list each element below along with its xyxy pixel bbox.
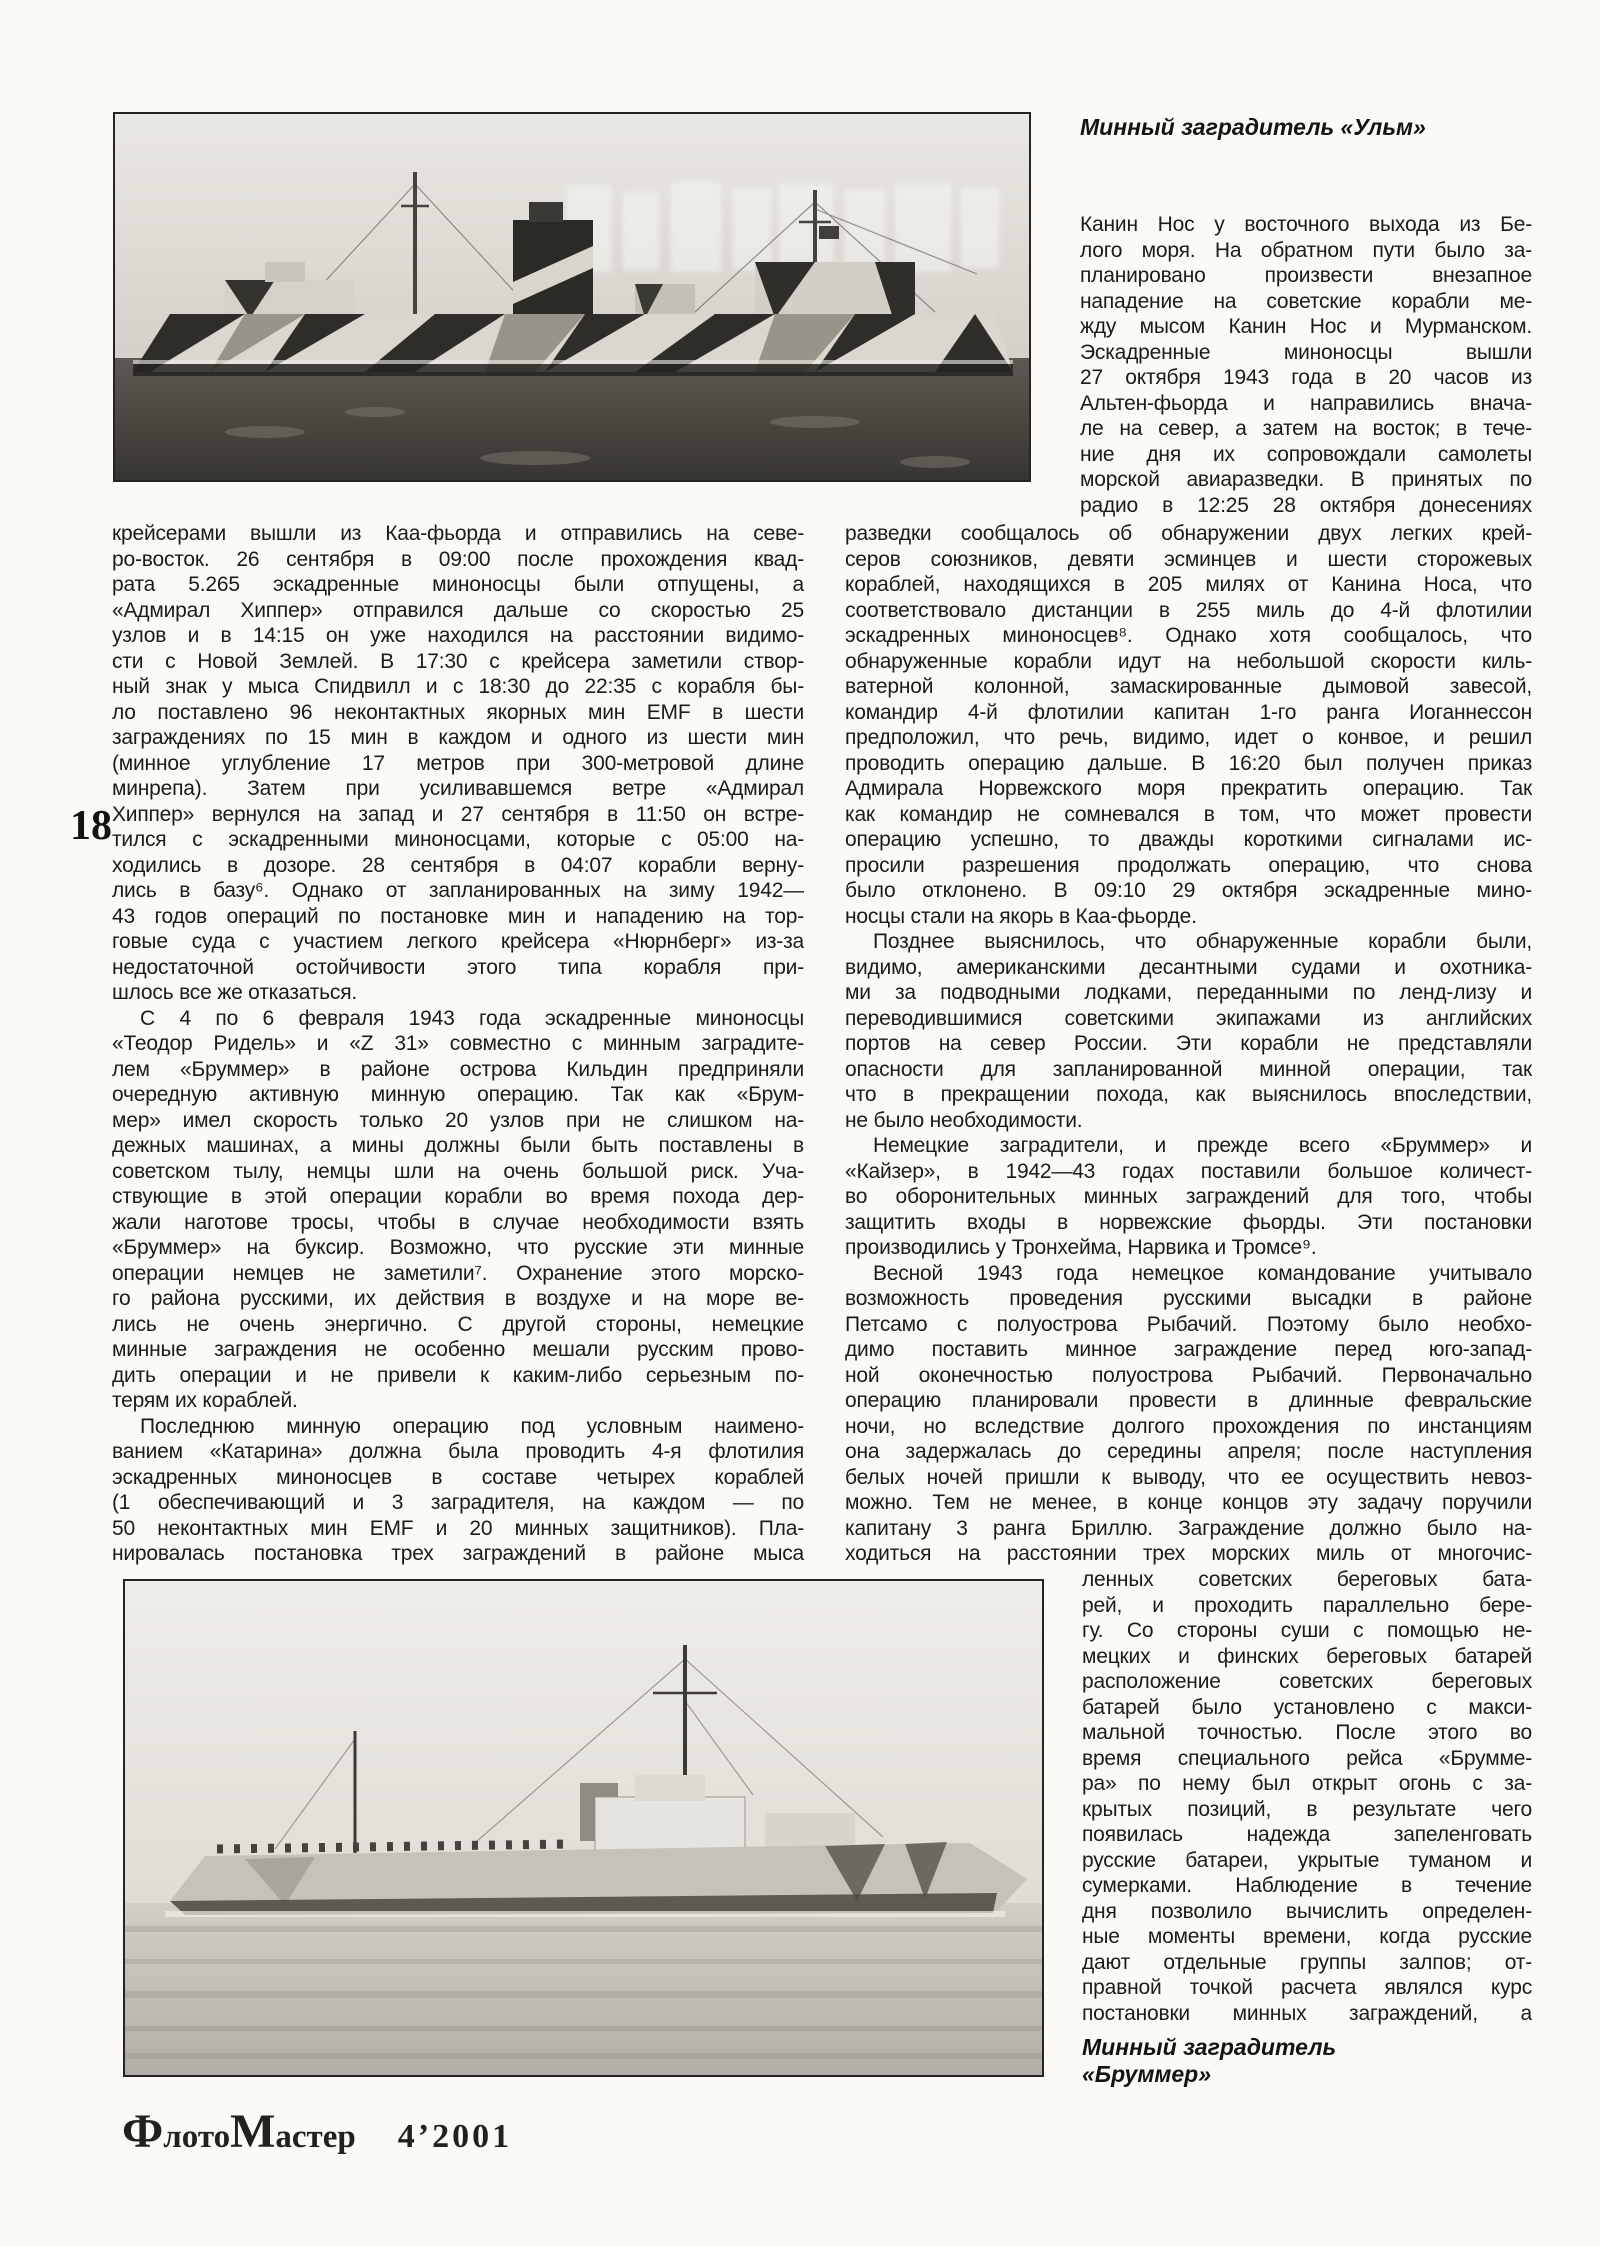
text-line: лем «Бруммер» в районе острова Кильдин предприняли [112,1057,804,1081]
text-line: заграждениях по 15 мин в каждом и одного из шести мин [112,726,804,749]
text-line: сумерками. Наблюдение в течение [1082,1874,1532,1897]
brummer-photo-illustration [125,1581,1042,2075]
text-line: обнаруженные корабли идут на небольшой скорости киль- [845,649,1532,673]
text-line: планировано произвести внезапное [1080,264,1532,287]
text-line: возможность проведения русскими высадки в районе [845,1287,1532,1310]
text-line: Альтен-фьорда и направились внача- [1080,391,1532,415]
text-line: рей, и проходить параллельно бере- [1082,1593,1532,1617]
text-line: Немецкие заградители, и прежде всего «Бруммер» и [873,1134,1532,1157]
text-line: соответствовало дистанции в 255 миль до 4-й флотилии [845,598,1532,622]
text-line: батарей было установлено с макси- [1082,1695,1532,1719]
text-line: жали наготове тросы, чтобы в случае необходимости взять [112,1210,804,1234]
photo-caption-brummer-line2: «Бруммер» [1082,2061,1211,2087]
text-line: лись в базу⁶. Однако от запланированных на зиму 1942— [112,879,804,902]
text-line: минрепа). Затем при усиливавшемся ветре «Адмирал [112,777,804,800]
footer-dropcap-f: Ф [122,2105,164,2158]
text-line: что в прекращении похода, как выяснилось впоследствии, [845,1083,1532,1106]
text-line: дежных машинах, а мины должны были быть поставлены в [112,1134,804,1157]
text-line: говые суда с участием легкого крейсера «Нюрнберг» из-за [112,930,804,953]
paragraph [112,1414,804,1567]
ulm-photo-illustration [115,114,1029,480]
text-line: (1 обеспечивающий и 3 заградителя, на каждом — по [112,1491,804,1514]
text-line: нировалась постановка трех заграждений в районе мыса [112,1542,804,1565]
text-line: мецких и финских береговых батарей [1082,1644,1532,1668]
text-line: крытых позиций, в результате чего [1082,1797,1532,1821]
text-line: ло поставлено 96 неконтактных якорных мин EMF в шести [112,700,804,724]
text-line: нападение на советские корабли ме- [1080,289,1532,313]
text-line: рата 5.265 эскадренные миноносцы были отпущены, а [112,573,804,596]
text-line: Хиппер» вернулся на запад и 27 сентября в 11:50 он встре- [112,802,804,826]
text-line: сти с Новой Землей. В 17:30 с крейсера заметили створ- [112,649,804,673]
text-line: морской авиаразведки. В принятых по [1080,468,1532,491]
paragraph [112,1006,804,1414]
text-line: защитить входы в норвежские фьорды. Эти постановки [845,1210,1532,1234]
text-line: ми за подводными лодками, переданными по ленд-лизу и [845,981,1532,1004]
text-line: 43 годов операций по постановке мин и нападению на тор- [112,904,804,928]
text-line: эскадренных миноносцев⁸. Однако хотя сообщалось, что [845,624,1532,647]
text-line: носцы стали на якорь в Каа-фьорде. [845,904,1197,928]
text-line: просили разрешения продолжать операцию, что снова [845,853,1532,877]
text-line: переводившимися советскими экипажами из английских [845,1006,1532,1030]
text-line: капитану 3 ранга Бриллю. Заграждение должно было на- [845,1516,1532,1540]
text-line: было отклонено. В 09:10 29 октября эскадренные мино- [845,879,1532,902]
text-line: ние дня их сопровождали самолеты [1080,442,1532,466]
text-line: ходились в дозоре. 28 сентября в 04:07 корабли верну- [112,853,804,877]
text-line: ный знак у мыса Спидвилл и с 18:30 до 22:35 с корабля бы- [112,675,804,698]
text-line: ро-восток. 26 сентября в 09:00 после прохождения квад- [112,547,804,571]
text-line: видимо, американскими десантными судами и охотника- [845,955,1532,979]
text-line: можно. Тем не менее, в конце концов эту задачу поручили [845,1491,1532,1514]
paragraph [1080,212,1532,518]
text-line: операцию планировали провести в длинные февральские [845,1389,1532,1412]
paragraph [845,521,1532,929]
footer-title-part1: лото [163,2119,231,2155]
text-line: проводить операцию дальше. В 16:20 был получен приказ [845,751,1532,775]
right-column-bottom-narrow [1082,1567,1532,2026]
text-line: 50 неконтактных мин EMF и 20 минных защитников). Пла- [112,1516,804,1540]
text-line: русские батареи, укрытые туманом и [1082,1848,1532,1872]
text-line: постановки минных заграждений, а [1082,2001,1532,2025]
text-line: радио в 12:25 28 октября донесениях [1080,493,1532,517]
text-line: ной оконечностью полуострова Рыбачий. Первоначально [845,1363,1532,1387]
paragraph [1082,1567,1532,2026]
text-line: 27 октября 1943 года в 20 часов из [1080,366,1532,389]
text-line: ванием «Катарина» должна была проводить 4-я флотилия [112,1440,804,1463]
text-line: крейсерами вышли из Каа-фьорда и отправились на севе- [112,522,804,545]
photo-caption-ulm: Минный заградитель «Ульм» [1080,114,1426,140]
text-line: портов на север России. Эти корабли не представляли [845,1032,1532,1055]
text-line: очередную активную минную операцию. Так как «Брум- [112,1083,804,1106]
text-line: лого моря. На обратном пути было за- [1080,238,1532,262]
text-line: правной точкой расчета являлся курс [1082,1976,1532,1999]
text-line: мальной точностью. После этого во [1082,1721,1532,1744]
text-line: тился с эскадренными миноносцами, которые с 05:00 на- [112,828,804,851]
text-line: ные моменты времени, когда русские [1082,1925,1532,1948]
text-line: опасности для запланированной минной операции, так [845,1057,1532,1081]
footer-dropcap-m: М [230,2105,276,2158]
text-line: недостаточной остойчивости этого типа корабля при- [112,955,804,979]
text-line: командир 4-й флотилии капитан 1-го ранга Иоганнессон [845,700,1532,724]
text-line: «Бруммер» на буксир. Возможно, что русские эти минные [112,1236,804,1259]
left-column [112,521,804,1567]
text-line: во оборонительных минных заграждений для того, чтобы [845,1185,1532,1208]
text-line: лись не очень энергично. С другой стороны, немецкие [112,1312,804,1336]
photo-caption-brummer-line1: Минный заградитель [1082,2034,1337,2060]
right-column-wide [845,521,1532,1567]
text-line: С 4 по 6 февраля 1943 года эскадренные миноносцы [140,1006,804,1030]
text-line: го района русскими, их действия в воздухе и на море ве- [112,1287,804,1310]
text-line: Эскадренные миноносцы вышли [1080,340,1532,364]
text-line: (минное углубление 17 метров при 300-метровой длине [112,751,804,775]
text-line: дня позволило вычислить определен- [1082,1899,1532,1923]
paragraph [845,1261,1532,1567]
text-line: серов союзников, девяти эсминцев и шести сторожевых [845,547,1532,571]
text-line: кораблей, находящихся в 205 милях от Канина Носа, что [845,573,1532,596]
text-line: узлов и в 14:15 он уже находился на расстоянии видимо- [112,624,804,647]
text-line: не было необходимости. [845,1108,1083,1132]
right-column-top-narrow [1080,212,1532,518]
text-line: терям их кораблей. [112,1389,298,1412]
text-line: Петсамо с полуострова Рыбачий. Поэтому было необхо- [845,1312,1532,1336]
photo-caption-brummer [1082,2034,1502,2088]
brummer-photo [123,1579,1044,2077]
footer-title-part2: астер [275,2119,356,2155]
text-line: советском тылу, немцы шли на очень большой риск. Уча- [112,1159,804,1183]
paragraph [845,1133,1532,1261]
footer-issue: 4’2001 [397,2118,513,2155]
page-number: 18 [70,803,112,849]
text-line: время специального рейса «Брумме- [1082,1746,1532,1770]
text-line: ходиться на расстоянии трех морских миль от многочис- [845,1542,1532,1565]
paragraph [112,521,804,1006]
text-line: ночи, но вследствие долгого прохождения по инстанциям [845,1414,1532,1438]
text-line: предположил, что речь, видимо, идет о конвое, и решил [845,726,1532,749]
text-line: ватерной колонной, замаскированные дымовой завесой, [845,675,1532,698]
text-line: «Кайзер», в 1942—43 годах поставили большое количест- [845,1159,1532,1183]
text-line: дить операции и не привели к каким-либо серьезным по- [112,1363,804,1387]
text-line: димо поставить минное заграждение перед юго-запад- [845,1338,1532,1361]
text-line: Канин Нос у восточного выхода из Бе- [1080,213,1532,236]
text-line: расположение советских береговых [1082,1670,1532,1693]
text-line: Последнюю минную операцию под условным наимено- [140,1414,804,1438]
text-line: операцию успешно, то дважды короткими сигналами ис- [845,828,1532,851]
paragraph [845,929,1532,1133]
text-line: разведки сообщалось об обнаружении двух легких крей- [845,522,1532,545]
text-line: операции немцев не заметили⁷. Охранение этого морско- [112,1261,804,1285]
ulm-photo [113,112,1031,482]
text-line: она задержалась до середины апреля; после наступления [845,1440,1532,1463]
text-line: минные заграждения не особенно мешали русским прово- [112,1338,804,1361]
text-line: дают отдельные группы залпов; от- [1082,1950,1532,1974]
text-line: ле на север, а затем на восток; в тече- [1080,417,1532,440]
text-line: производились у Тронхейма, Нарвика и Тромсе⁹. [845,1236,1317,1259]
text-line: «Теодор Ридель» и «Z 31» совместно с минным заградите- [112,1032,804,1055]
text-line: как командир не сомневался в том, что может провести [845,802,1532,826]
text-line: Весной 1943 года немецкое командование учитывало [873,1261,1532,1285]
text-line: гу. Со стороны суши с помощью не- [1082,1619,1532,1642]
text-line: ленных советских береговых бата- [1082,1568,1532,1591]
text-line: появилась надежда запеленговать [1082,1823,1532,1846]
text-line: эскадренных миноносцев в составе четырех кораблей [112,1465,804,1489]
text-line: Позднее выяснилось, что обнаруженные корабли были, [873,930,1532,953]
text-line: ствующие в этой операции корабли во время похода дер- [112,1185,804,1208]
text-line: шлось все же отказаться. [112,981,358,1004]
text-line: Адмирала Норвежского моря прекратить операцию. Так [845,777,1532,800]
text-line: белых ночей пришли к выводу, что ее осуществить невоз- [845,1465,1532,1489]
magazine-footer [122,2105,513,2158]
text-line: жду мысом Канин Нос и Мурманском. [1080,315,1532,338]
text-line: «Адмирал Хиппер» отправился дальше со скоростью 25 [112,598,804,622]
text-line: ра» по нему был открыт огонь с за- [1082,1772,1532,1795]
text-line: мер» имел скорость только 20 узлов при не слишком на- [112,1108,804,1132]
